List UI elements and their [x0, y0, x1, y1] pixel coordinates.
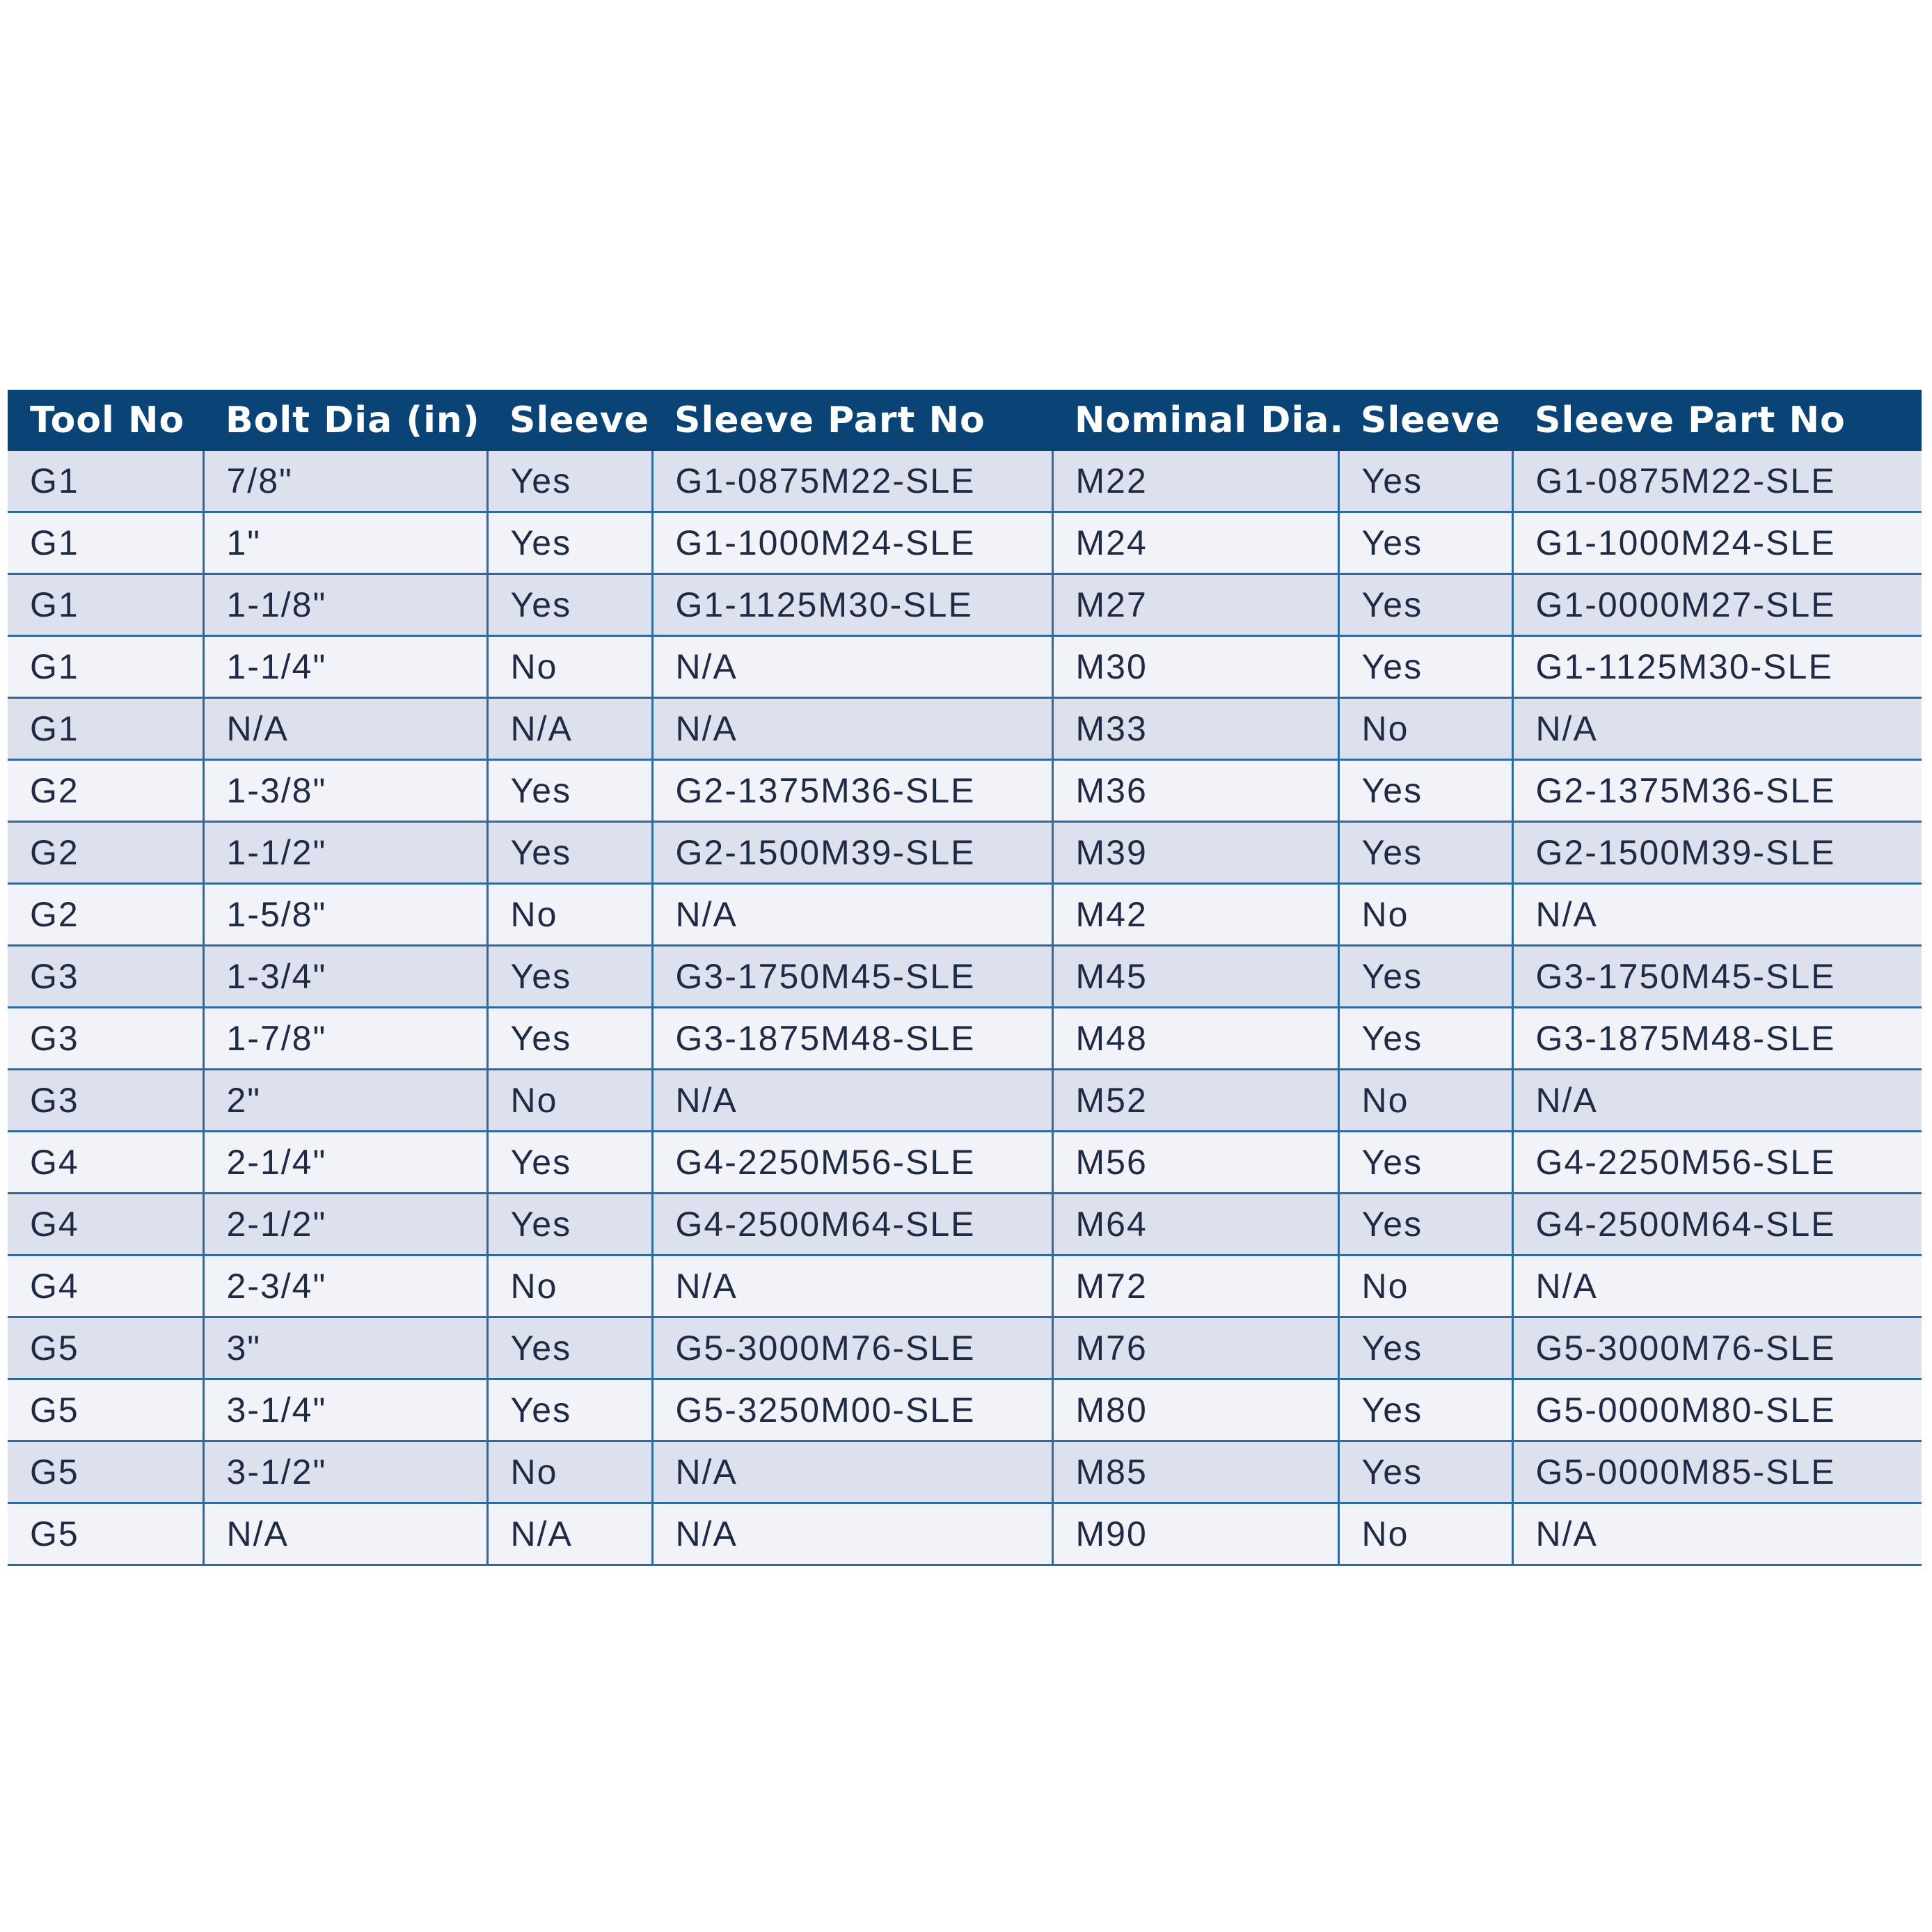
cell-tool-no: G5 — [8, 1503, 203, 1565]
header-sleeve-imperial: Sleeve — [487, 390, 652, 451]
cell-nominal-dia: M42 — [1052, 884, 1338, 946]
table-header — [8, 390, 1922, 451]
table-row — [8, 1379, 1922, 1441]
table-row — [8, 1503, 1922, 1565]
cell-sleeve-part-no-metric: G5-3000M76-SLE — [1512, 1317, 1922, 1379]
cell-nominal-dia: M27 — [1052, 574, 1338, 636]
cell-nominal-dia: M39 — [1052, 822, 1338, 884]
cell-tool-no: G1 — [8, 451, 203, 512]
cell-sleeve-part-no-metric: G1-0000M27-SLE — [1512, 574, 1922, 636]
cell-sleeve-part-no-imperial: G4-2250M56-SLE — [652, 1132, 1052, 1194]
cell-sleeve-part-no-metric: G3-1750M45-SLE — [1512, 946, 1922, 1008]
sleeve-part-table — [8, 390, 1922, 1566]
cell-sleeve-part-no-imperial: N/A — [652, 698, 1052, 760]
cell-nominal-dia: M52 — [1052, 1070, 1338, 1132]
cell-sleeve-imperial: No — [487, 1070, 652, 1132]
cell-tool-no: G3 — [8, 1070, 203, 1132]
cell-sleeve-metric: Yes — [1338, 946, 1512, 1008]
cell-sleeve-part-no-imperial: N/A — [652, 1070, 1052, 1132]
cell-sleeve-metric: Yes — [1338, 1008, 1512, 1070]
table-row — [8, 822, 1922, 884]
cell-sleeve-part-no-imperial: N/A — [652, 884, 1052, 946]
cell-sleeve-imperial: N/A — [487, 698, 652, 760]
table-row — [8, 946, 1922, 1008]
cell-bolt-dia: 1-5/8" — [203, 884, 487, 946]
cell-nominal-dia: M48 — [1052, 1008, 1338, 1070]
cell-sleeve-part-no-imperial: N/A — [652, 1256, 1052, 1317]
cell-bolt-dia: 1" — [203, 512, 487, 574]
cell-sleeve-part-no-metric: G2-1500M39-SLE — [1512, 822, 1922, 884]
cell-sleeve-metric: Yes — [1338, 1317, 1512, 1379]
cell-nominal-dia: M30 — [1052, 636, 1338, 698]
cell-sleeve-part-no-metric: G1-1125M30-SLE — [1512, 636, 1922, 698]
cell-nominal-dia: M76 — [1052, 1317, 1338, 1379]
cell-sleeve-part-no-metric: G4-2500M64-SLE — [1512, 1194, 1922, 1256]
table-body — [8, 451, 1922, 1565]
cell-sleeve-metric: No — [1338, 1503, 1512, 1565]
cell-tool-no: G5 — [8, 1317, 203, 1379]
cell-sleeve-imperial: Yes — [487, 822, 652, 884]
sleeve-table-container — [8, 390, 1922, 1566]
cell-sleeve-imperial: No — [487, 1441, 652, 1503]
cell-sleeve-imperial: No — [487, 884, 652, 946]
cell-sleeve-part-no-metric: G2-1375M36-SLE — [1512, 760, 1922, 822]
cell-bolt-dia: 1-3/8" — [203, 760, 487, 822]
cell-sleeve-part-no-metric: N/A — [1512, 1503, 1922, 1565]
cell-sleeve-metric: Yes — [1338, 512, 1512, 574]
table-row — [8, 1256, 1922, 1317]
cell-sleeve-part-no-imperial: N/A — [652, 1503, 1052, 1565]
cell-bolt-dia: 3-1/2" — [203, 1441, 487, 1503]
cell-sleeve-part-no-metric: N/A — [1512, 884, 1922, 946]
table-row — [8, 698, 1922, 760]
cell-tool-no: G2 — [8, 884, 203, 946]
cell-tool-no: G4 — [8, 1194, 203, 1256]
cell-tool-no: G4 — [8, 1132, 203, 1194]
cell-sleeve-part-no-metric: G5-0000M85-SLE — [1512, 1441, 1922, 1503]
cell-sleeve-imperial: Yes — [487, 574, 652, 636]
cell-nominal-dia: M64 — [1052, 1194, 1338, 1256]
cell-nominal-dia: M90 — [1052, 1503, 1338, 1565]
cell-sleeve-part-no-imperial: G2-1500M39-SLE — [652, 822, 1052, 884]
cell-sleeve-metric: No — [1338, 1256, 1512, 1317]
cell-sleeve-metric: Yes — [1338, 1441, 1512, 1503]
table-row — [8, 1132, 1922, 1194]
header-tool-no: Tool No — [8, 390, 203, 451]
header-nominal-dia: Nominal Dia. — [1052, 390, 1338, 451]
cell-tool-no: G4 — [8, 1256, 203, 1317]
cell-sleeve-part-no-metric: N/A — [1512, 1070, 1922, 1132]
cell-sleeve-part-no-imperial: N/A — [652, 1441, 1052, 1503]
cell-sleeve-part-no-imperial: G3-1875M48-SLE — [652, 1008, 1052, 1070]
cell-sleeve-imperial: Yes — [487, 1317, 652, 1379]
cell-bolt-dia: 1-1/4" — [203, 636, 487, 698]
cell-bolt-dia: 2-1/4" — [203, 1132, 487, 1194]
cell-bolt-dia: 2-1/2" — [203, 1194, 487, 1256]
cell-tool-no: G3 — [8, 1008, 203, 1070]
cell-nominal-dia: M85 — [1052, 1441, 1338, 1503]
cell-nominal-dia: M36 — [1052, 760, 1338, 822]
cell-sleeve-metric: No — [1338, 884, 1512, 946]
cell-sleeve-part-no-imperial: N/A — [652, 636, 1052, 698]
cell-bolt-dia: 3-1/4" — [203, 1379, 487, 1441]
cell-sleeve-part-no-imperial: G5-3250M00-SLE — [652, 1379, 1052, 1441]
header-row — [8, 390, 1922, 451]
cell-sleeve-part-no-metric: N/A — [1512, 1256, 1922, 1317]
cell-bolt-dia: N/A — [203, 1503, 487, 1565]
cell-sleeve-part-no-imperial: G1-1000M24-SLE — [652, 512, 1052, 574]
cell-nominal-dia: M45 — [1052, 946, 1338, 1008]
table-row — [8, 636, 1922, 698]
cell-sleeve-imperial: N/A — [487, 1503, 652, 1565]
table-row — [8, 1070, 1922, 1132]
cell-bolt-dia: 1-7/8" — [203, 1008, 487, 1070]
header-sleeve-metric: Sleeve — [1338, 390, 1512, 451]
cell-bolt-dia: 2" — [203, 1070, 487, 1132]
cell-sleeve-imperial: Yes — [487, 946, 652, 1008]
cell-nominal-dia: M56 — [1052, 1132, 1338, 1194]
header-sleeve-part-no-imperial: Sleeve Part No — [652, 390, 1052, 451]
cell-sleeve-part-no-imperial: G4-2500M64-SLE — [652, 1194, 1052, 1256]
table-row — [8, 451, 1922, 512]
table-row — [8, 1194, 1922, 1256]
cell-sleeve-metric: Yes — [1338, 451, 1512, 512]
cell-sleeve-part-no-imperial: G3-1750M45-SLE — [652, 946, 1052, 1008]
cell-bolt-dia: 1-1/8" — [203, 574, 487, 636]
cell-sleeve-imperial: Yes — [487, 512, 652, 574]
cell-tool-no: G1 — [8, 636, 203, 698]
cell-sleeve-part-no-metric: G1-0875M22-SLE — [1512, 451, 1922, 512]
table-row — [8, 574, 1922, 636]
cell-nominal-dia: M33 — [1052, 698, 1338, 760]
cell-tool-no: G5 — [8, 1441, 203, 1503]
cell-sleeve-imperial: Yes — [487, 1132, 652, 1194]
cell-sleeve-metric: No — [1338, 1070, 1512, 1132]
cell-tool-no: G3 — [8, 946, 203, 1008]
cell-tool-no: G1 — [8, 574, 203, 636]
cell-sleeve-part-no-metric: G1-1000M24-SLE — [1512, 512, 1922, 574]
cell-bolt-dia: N/A — [203, 698, 487, 760]
table-row — [8, 1441, 1922, 1503]
cell-nominal-dia: M80 — [1052, 1379, 1338, 1441]
cell-nominal-dia: M24 — [1052, 512, 1338, 574]
table-row — [8, 884, 1922, 946]
table-row — [8, 760, 1922, 822]
cell-tool-no: G1 — [8, 698, 203, 760]
cell-sleeve-part-no-imperial: G1-1125M30-SLE — [652, 574, 1052, 636]
cell-sleeve-part-no-imperial: G5-3000M76-SLE — [652, 1317, 1052, 1379]
cell-sleeve-part-no-metric: G5-0000M80-SLE — [1512, 1379, 1922, 1441]
cell-sleeve-metric: No — [1338, 698, 1512, 760]
cell-sleeve-imperial: Yes — [487, 760, 652, 822]
cell-sleeve-part-no-imperial: G2-1375M36-SLE — [652, 760, 1052, 822]
cell-sleeve-imperial: Yes — [487, 451, 652, 512]
table-row — [8, 1317, 1922, 1379]
cell-sleeve-imperial: No — [487, 1256, 652, 1317]
cell-bolt-dia: 7/8" — [203, 451, 487, 512]
cell-sleeve-metric: Yes — [1338, 1132, 1512, 1194]
cell-bolt-dia: 1-3/4" — [203, 946, 487, 1008]
cell-sleeve-part-no-imperial: G1-0875M22-SLE — [652, 451, 1052, 512]
cell-tool-no: G5 — [8, 1379, 203, 1441]
cell-sleeve-part-no-metric: G3-1875M48-SLE — [1512, 1008, 1922, 1070]
cell-sleeve-part-no-metric: N/A — [1512, 698, 1922, 760]
cell-sleeve-metric: Yes — [1338, 822, 1512, 884]
cell-sleeve-imperial: Yes — [487, 1379, 652, 1441]
cell-sleeve-imperial: Yes — [487, 1194, 652, 1256]
cell-bolt-dia: 2-3/4" — [203, 1256, 487, 1317]
cell-sleeve-metric: Yes — [1338, 760, 1512, 822]
cell-sleeve-imperial: Yes — [487, 1008, 652, 1070]
cell-sleeve-imperial: No — [487, 636, 652, 698]
cell-sleeve-metric: Yes — [1338, 1379, 1512, 1441]
header-bolt-dia: Bolt Dia (in) — [203, 390, 487, 451]
table-row — [8, 1008, 1922, 1070]
cell-bolt-dia: 1-1/2" — [203, 822, 487, 884]
cell-nominal-dia: M72 — [1052, 1256, 1338, 1317]
table-row — [8, 512, 1922, 574]
cell-tool-no: G2 — [8, 760, 203, 822]
cell-tool-no: G2 — [8, 822, 203, 884]
cell-sleeve-metric: Yes — [1338, 1194, 1512, 1256]
cell-sleeve-metric: Yes — [1338, 574, 1512, 636]
cell-tool-no: G1 — [8, 512, 203, 574]
cell-bolt-dia: 3" — [203, 1317, 487, 1379]
cell-sleeve-metric: Yes — [1338, 636, 1512, 698]
header-sleeve-part-no-metric: Sleeve Part No — [1512, 390, 1922, 451]
cell-sleeve-part-no-metric: G4-2250M56-SLE — [1512, 1132, 1922, 1194]
cell-nominal-dia: M22 — [1052, 451, 1338, 512]
